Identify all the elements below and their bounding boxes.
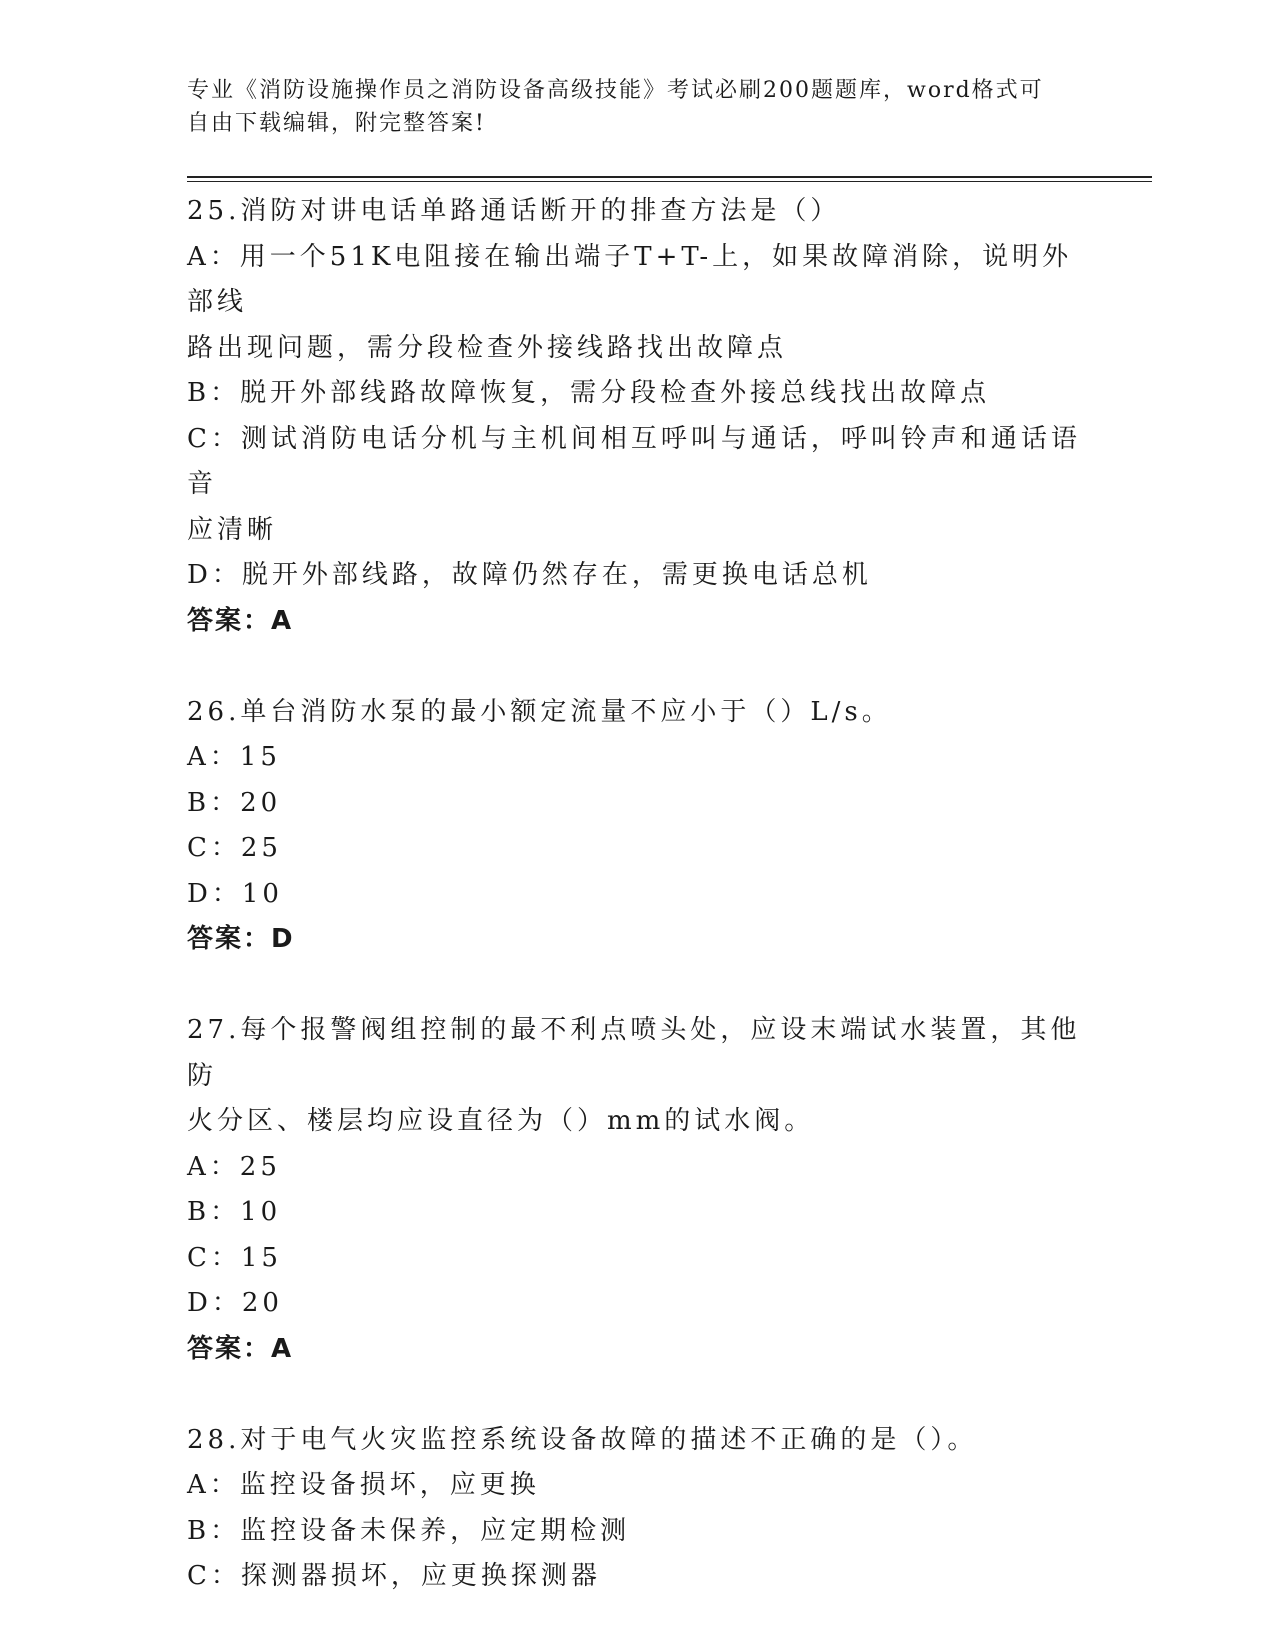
question-stem: 27.每个报警阀组控制的最不利点喷头处，应设末端试水装置，其他防 — [187, 1015, 1081, 1091]
answer-option: C：15 — [187, 1242, 282, 1273]
question-list — [187, 189, 1087, 1600]
header-divider — [187, 176, 1152, 178]
answer-option: B：脱开外部线路故障恢复，需分段检查外接总线找出故障点 — [187, 378, 991, 408]
answer-option: B：监控设备未保养，应定期检测 — [187, 1515, 631, 1546]
answer-option: B：20 — [187, 787, 282, 818]
answer-option: D：20 — [187, 1288, 283, 1318]
answer-option: A：监控设备损坏，应更换 — [187, 1470, 540, 1500]
answer-option: D：10 — [187, 878, 283, 909]
answer-option: C：探测器损坏，应更换探测器 — [187, 1561, 601, 1591]
answer-option: C：25 — [187, 833, 282, 863]
answer-option: A：用一个51K电阻接在输出端子T+T-上，如果故障消除，说明外部线 — [187, 241, 1073, 317]
answer-key: 答案：A — [187, 605, 294, 636]
answer-option: 应清晰 — [187, 514, 278, 545]
question-block — [187, 690, 1087, 963]
question-stem: 火分区、楼层均应设直径为（）mm的试水阀。 — [187, 1106, 815, 1136]
question-stem: 28.对于电气火灾监控系统设备故障的描述不正确的是（）。 — [187, 1424, 978, 1455]
answer-option: A：25 — [187, 1151, 281, 1182]
answer-key: 答案：D — [187, 924, 295, 954]
question-stem: 26.单台消防水泵的最小额定流量不应小于（）L/s。 — [187, 696, 892, 727]
question-block — [187, 189, 1087, 644]
answer-option: D：脱开外部线路，故障仍然存在，需更换电话总机 — [187, 560, 872, 590]
header-line: 自由下载编辑，附完整答案! — [187, 111, 486, 136]
header-line: 专业《消防设施操作员之消防设备高级技能》考试必刷200题题库，word格式可 — [187, 78, 1044, 103]
question-stem: 25.消防对讲电话单路通话断开的排查方法是（） — [187, 196, 841, 226]
question-block — [187, 1418, 1087, 1600]
answer-option: B：10 — [187, 1197, 282, 1227]
document-header — [187, 74, 1067, 140]
question-block — [187, 1008, 1087, 1372]
answer-option: 路出现问题，需分段检查外接线路找出故障点 — [187, 332, 788, 363]
answer-option: A：15 — [187, 742, 281, 772]
header-divider-thin — [187, 181, 1152, 182]
answer-option: C：测试消防电话分机与主机间相互呼叫与通话，呼叫铃声和通话语音 — [187, 423, 1081, 499]
answer-key: 答案：A — [187, 1333, 294, 1364]
